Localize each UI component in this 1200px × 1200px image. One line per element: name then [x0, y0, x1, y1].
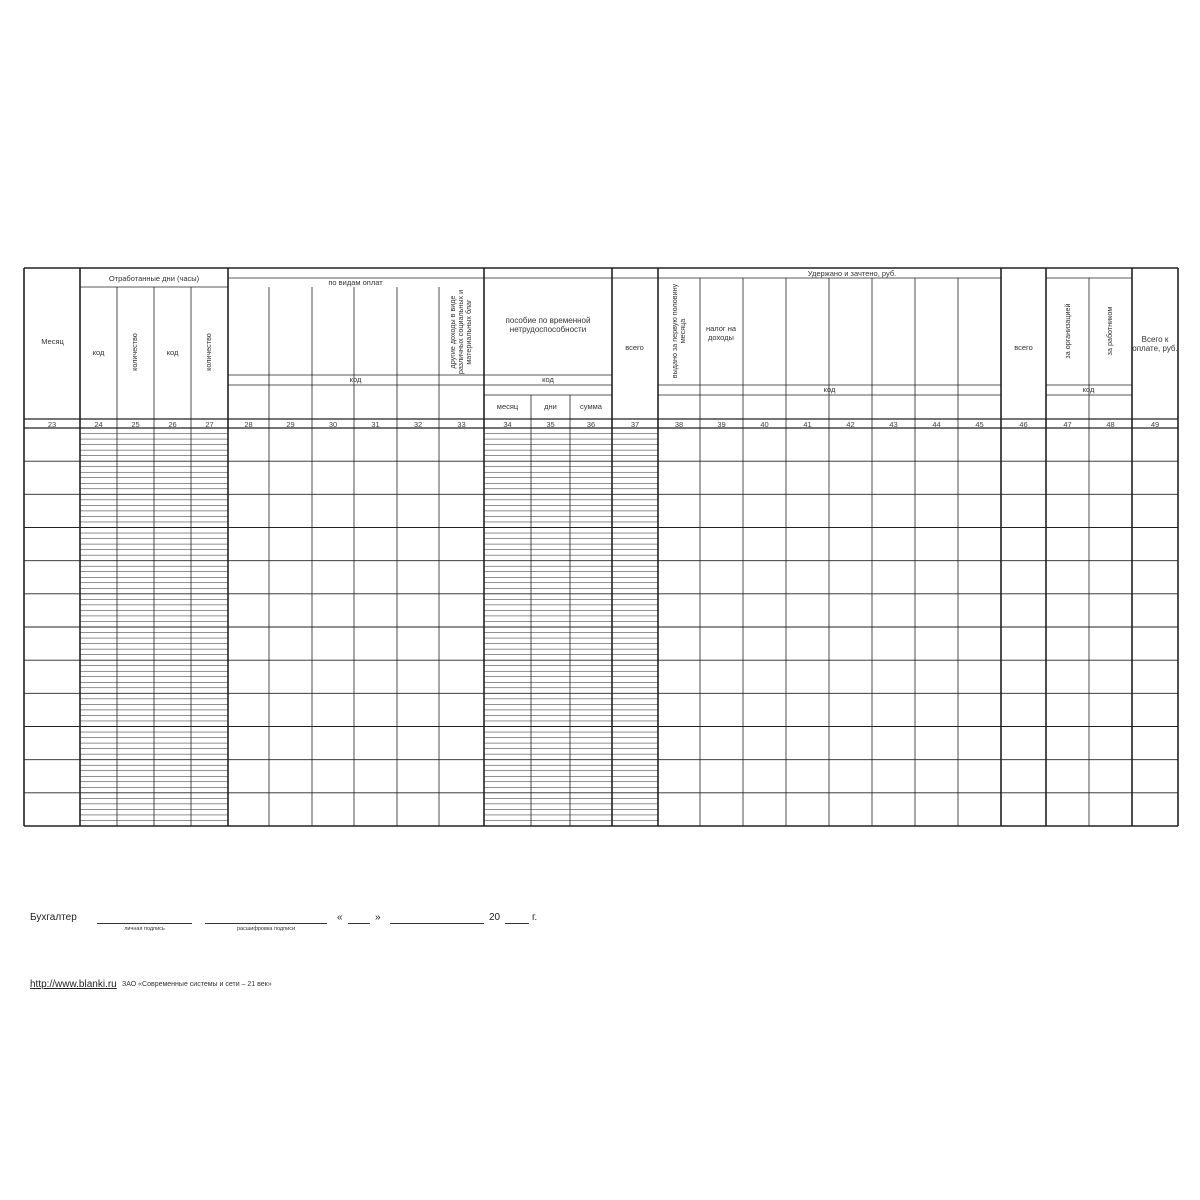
column-number-39: 39 — [717, 419, 726, 429]
column-number-28: 28 — [244, 419, 253, 429]
header-by-pay-types: по видам оплат — [328, 278, 383, 288]
header-first-half: выдано за первую половину месяца — [669, 283, 687, 379]
quote-open: « — [337, 912, 343, 923]
decoding-line[interactable] — [205, 923, 327, 924]
header-code-pay: код — [349, 374, 362, 384]
column-number-49: 49 — [1150, 419, 1160, 429]
column-number-46: 46 — [1019, 419, 1028, 429]
signature-caption: личная подпись — [124, 926, 165, 932]
column-number-24: 24 — [94, 419, 103, 429]
quote-close: » — [375, 912, 381, 923]
header-other-income: другие доходы в виде различных социальных и материальных благ — [447, 289, 474, 375]
year-line[interactable] — [505, 923, 529, 924]
header-month: Месяц — [41, 336, 64, 346]
header-quantity-27: количество — [203, 333, 213, 371]
header-code-26: код — [166, 347, 179, 357]
header-quantity-25: количество — [129, 333, 139, 371]
day-line[interactable] — [348, 923, 370, 924]
header-by-employee: за работником — [1104, 306, 1114, 356]
column-number-35: 35 — [546, 419, 555, 429]
header-total-37: всего — [625, 342, 644, 352]
month-line[interactable] — [390, 923, 484, 924]
column-number-30: 30 — [328, 419, 338, 429]
column-number-34: 34 — [503, 419, 512, 429]
column-number-33: 33 — [457, 419, 466, 429]
column-number-25: 25 — [131, 419, 140, 429]
column-number-43: 43 — [889, 419, 898, 429]
column-number-41: 41 — [803, 419, 812, 429]
column-number-29: 29 — [286, 419, 295, 429]
header-sick-benefit: пособие по временной нетрудоспособности — [505, 315, 591, 334]
decoding-caption: расшифровка подписи — [236, 926, 296, 932]
header-total-to-pay: Всего к оплате, руб. — [1132, 334, 1178, 353]
column-number-45: 45 — [975, 419, 984, 429]
column-number-26: 26 — [168, 419, 177, 429]
column-number-42: 42 — [846, 419, 855, 429]
header-code-47-48: код — [1082, 384, 1095, 394]
header-by-org: за организацией — [1062, 303, 1072, 359]
site-link[interactable]: http://www.blanki.ru — [30, 979, 117, 990]
header-code-sick: код — [542, 374, 554, 384]
column-number-44: 44 — [932, 419, 941, 429]
column-number-37: 37 — [630, 419, 640, 429]
column-number-48: 48 — [1106, 419, 1115, 429]
year-prefix: 20 — [489, 912, 501, 923]
header-withheld: Удержано и зачтено, руб. — [807, 268, 897, 278]
header-income-tax: налог на доходы — [705, 324, 737, 342]
column-number-36: 36 — [586, 419, 596, 429]
header-total-46: всего — [1014, 342, 1033, 352]
header-code-24: код — [92, 347, 105, 357]
column-number-38: 38 — [674, 419, 684, 429]
column-number-32: 32 — [413, 419, 423, 429]
column-number-23: 23 — [47, 419, 57, 429]
signature-line[interactable] — [97, 923, 192, 924]
column-number-27: 27 — [205, 419, 214, 429]
column-number-47: 47 — [1063, 419, 1072, 429]
accountant-label: Бухгалтер — [30, 912, 77, 923]
year-suffix: г. — [532, 912, 538, 923]
column-number-40: 40 — [760, 419, 769, 429]
header-worked-days: Отработанные дни (часы) — [108, 273, 200, 283]
header-sick-days: дни — [544, 401, 557, 411]
column-number-31: 31 — [371, 419, 380, 429]
header-sick-month: месяц — [496, 401, 519, 411]
header-sick-amount: сумма — [580, 401, 602, 411]
header-code-withheld: код — [823, 384, 836, 394]
company-name: ЗАО «Современные системы и сети – 21 век» — [122, 981, 272, 988]
